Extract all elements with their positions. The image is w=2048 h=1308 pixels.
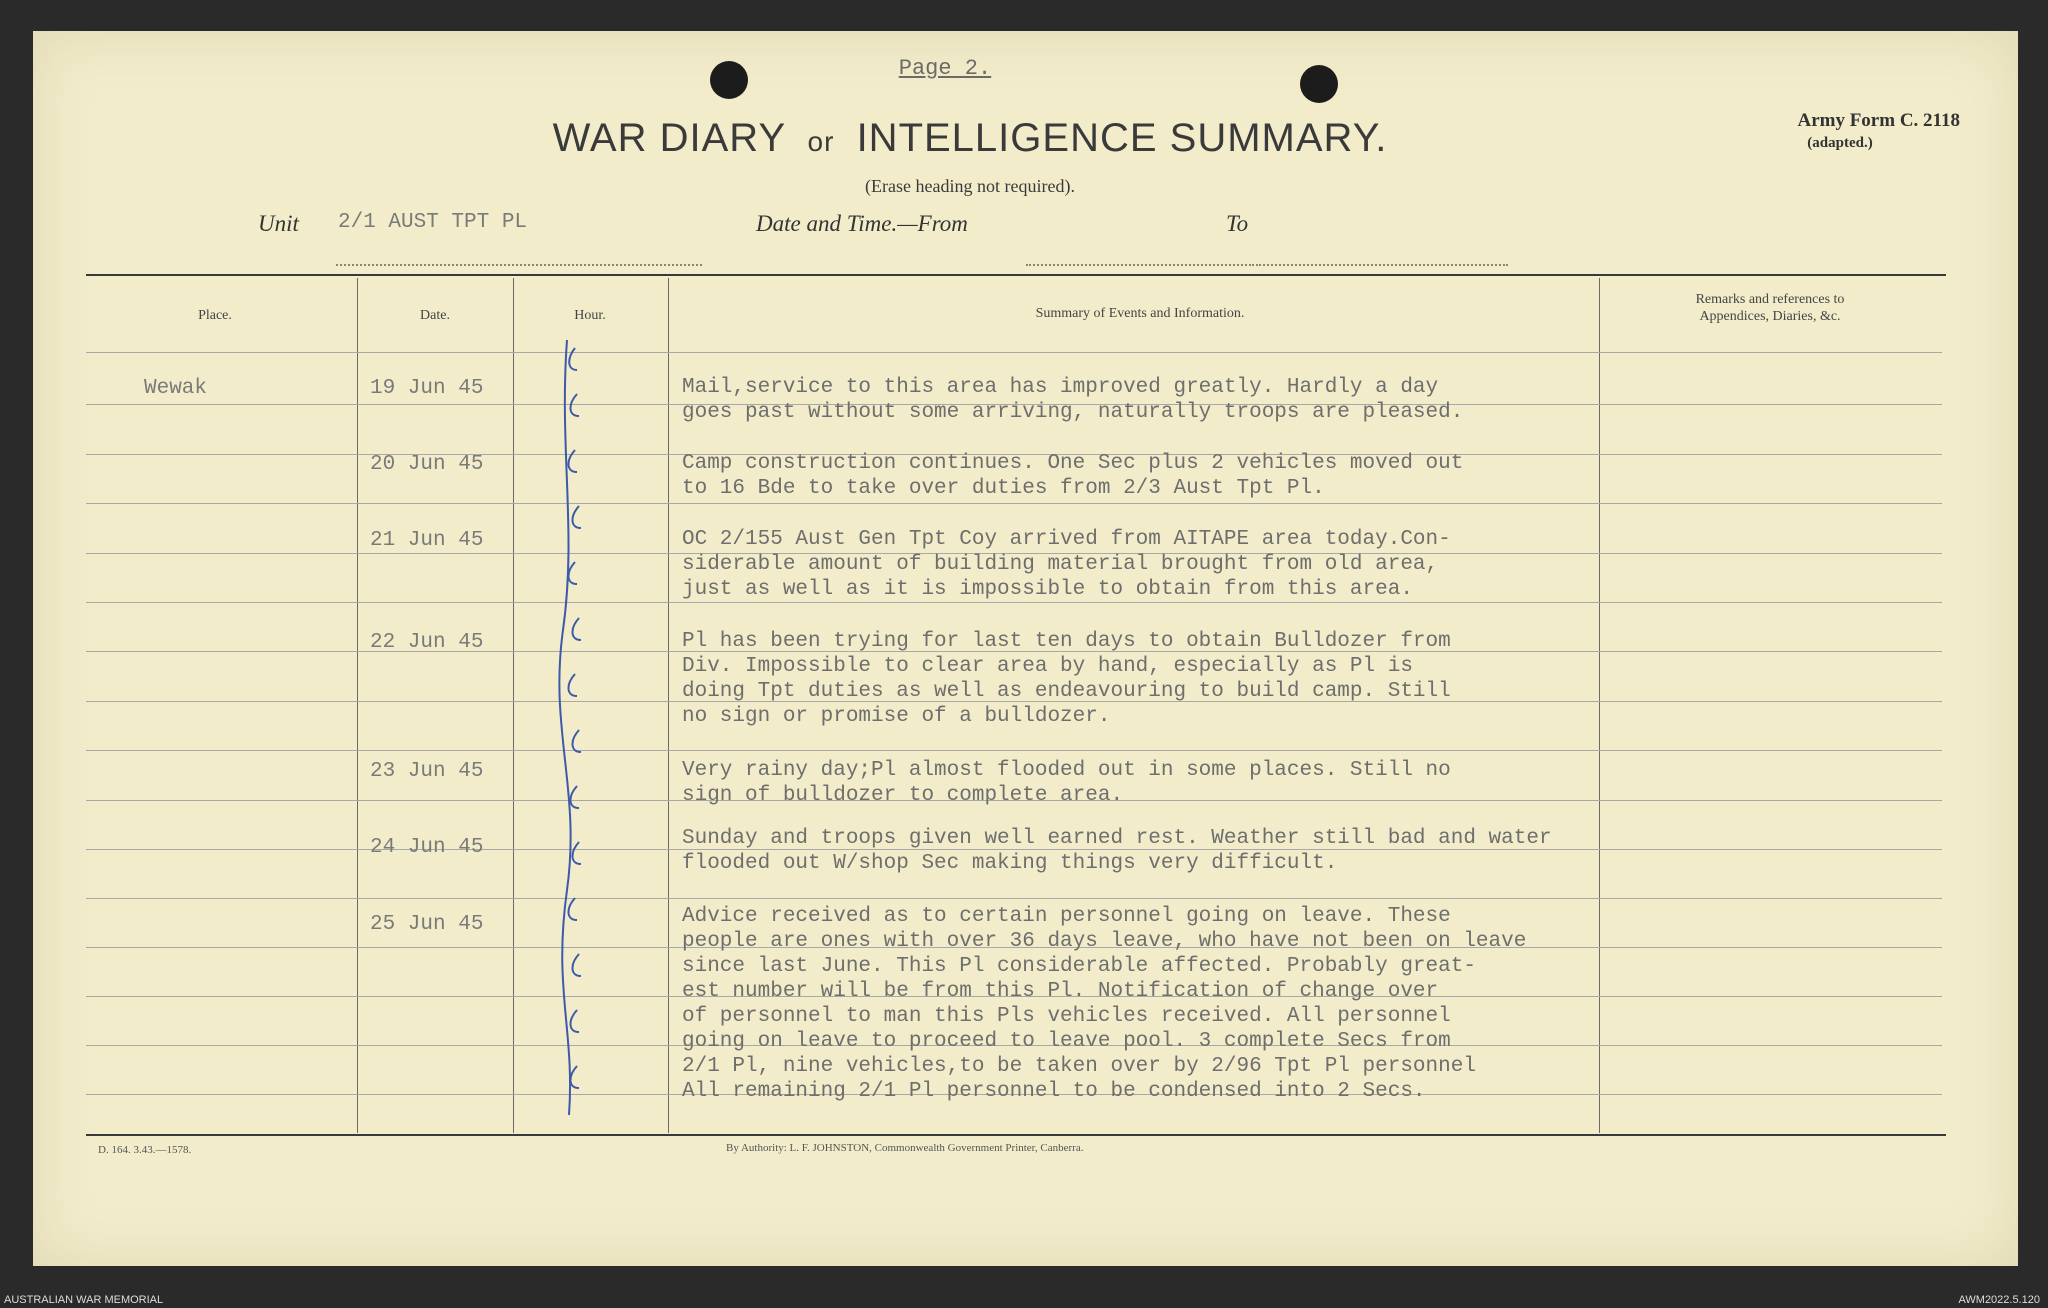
column-divider-summary	[1599, 278, 1600, 1133]
column-divider-date	[513, 278, 514, 1133]
table-top-rule	[86, 274, 1946, 276]
from-dotted-line	[1026, 264, 1254, 266]
column-header-remarks-line2: Appendices, Diaries, &c.	[1699, 309, 1841, 324]
column-header-date: Date.	[420, 308, 450, 323]
hour-column-ditto-marks	[555, 330, 615, 1120]
entry-summary: OC 2/155 Aust Gen Tpt Coy arrived from AITAPE area today.Con- siderable amount of building material brought from old area, just as well as it is impossible to obtain from this area.	[682, 528, 1451, 601]
title-war-diary: WAR DIARY	[552, 116, 786, 160]
column-header-summary: Summary of Events and Information.	[1035, 306, 1245, 321]
entry-date: 20 Jun 45	[370, 453, 484, 476]
army-form-number: Army Form C. 2118	[1797, 110, 1960, 131]
archive-reference: AWM2022.5.120	[1958, 1294, 2040, 1306]
title-or: or	[807, 126, 835, 157]
entry-date: 25 Jun 45	[370, 913, 484, 936]
erase-note: (Erase heading not required).	[865, 176, 1075, 196]
column-header-remarks: Remarks and references to	[1695, 292, 1845, 307]
unit-label: Unit	[258, 211, 299, 236]
entry-date: 22 Jun 45	[370, 631, 484, 654]
entry-summary: Mail,service to this area has improved greatly. Hardly a day goes past without some arriving, naturally troops are pleased.	[682, 376, 1464, 424]
unit-value: 2/1 AUST TPT PL	[338, 211, 528, 234]
to-label: To	[1226, 211, 1249, 236]
column-header-place: Place.	[198, 308, 232, 323]
page-number: Page 2.	[898, 56, 992, 81]
column-divider-place	[357, 278, 358, 1133]
print-code: D. 164. 3.43.—1578.	[98, 1144, 192, 1156]
table-bottom-rule	[86, 1134, 1946, 1136]
army-form-note: (adapted.)	[1807, 135, 1873, 151]
punch-hole-left	[710, 61, 748, 99]
column-divider-hour	[668, 278, 669, 1133]
to-dotted-line	[1256, 264, 1508, 266]
column-header-hour: Hour.	[574, 308, 606, 323]
entry-date: 23 Jun 45	[370, 760, 484, 783]
title-intelligence-summary: INTELLIGENCE SUMMARY.	[856, 116, 1388, 160]
entry-summary: Advice received as to certain personnel going on leave. These people are ones with over 36 days leave, who have not been on leave since last June. This Pl considerable affected. Probably great- est number will be from this Pl. Notification of change over of personnel to man this Pls vehicles received. All personnel going on leave to proceed to leave pool. 3 complete Secs from 2/1 Pl, nine vehicles,to be taken over by 2/96 Tpt Pl personnel All remaining 2/1 Pl personnel to be condensed into 2 Secs.	[682, 905, 1527, 1103]
entry-summary: Camp construction continues. One Sec plus 2 vehicles moved out to 16 Bde to take over duties from 2/3 Aust Tpt Pl.	[682, 452, 1464, 500]
entry-date: 19 Jun 45	[370, 377, 484, 400]
entry-summary: Very rainy day;Pl almost flooded out in some places. Still no sign of bulldozer to complete area.	[682, 759, 1451, 807]
date-time-label: Date and Time.—From	[756, 211, 968, 236]
place-entry: Wewak	[144, 377, 208, 400]
entry-date: 24 Jun 45	[370, 836, 484, 859]
archive-institution: AUSTRALIAN WAR MEMORIAL	[4, 1294, 164, 1306]
entry-date: 21 Jun 45	[370, 529, 484, 552]
punch-hole-right	[1300, 65, 1338, 103]
entry-summary: Pl has been trying for last ten days to obtain Bulldozer from Div. Impossible to clear area by hand, especially as Pl is doing Tpt duties as well as endeavouring to build camp. Still no sign or promise of a bulldozer.	[682, 630, 1451, 728]
unit-dotted-line	[336, 264, 702, 266]
form-title	[470, 116, 1470, 161]
entry-summary: Sunday and troops given well earned rest. Weather still bad and water flooded out W/shop Sec making things very difficult.	[682, 827, 1552, 875]
printer-authority: By Authority: L. F. JOHNSTON, Commonwealth Government Printer, Canberra.	[726, 1142, 1084, 1154]
